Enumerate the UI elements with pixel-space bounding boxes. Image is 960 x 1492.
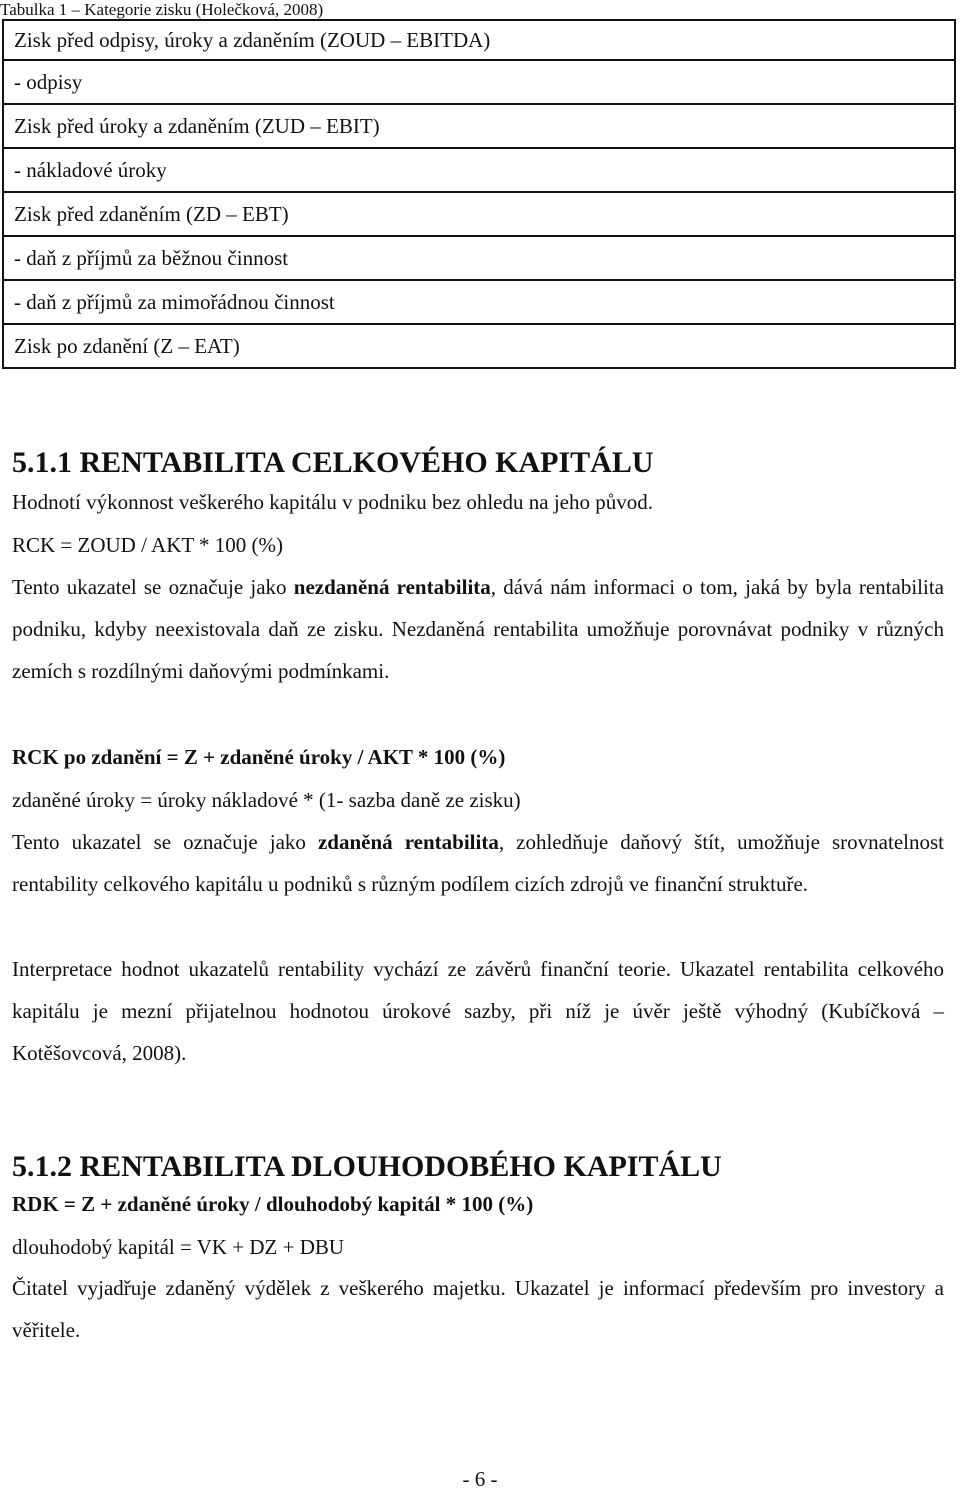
formula-long-term-capital: dlouhodobý kapitál = VK + DZ + DBU — [12, 1235, 345, 1259]
paragraph-text: Tento ukazatel se označuje jako — [12, 830, 318, 854]
paragraph-text: , dává nám informaci o tom, jaká by byla rentabilita podniku, kdyby neexistovala daň ze zisku. Nezdaněná rentabilita umožňuje porovnávat podniky v různých zemích s rozdílnými daňovými podmínkami. — [12, 575, 944, 683]
paragraph-numerator: Čitatel vyjadřuje zdaněný výdělek z veškerého majetku. Ukazatel je informací především pro investory a věřitele. — [12, 1276, 944, 1342]
table-row — [3, 20, 955, 60]
table-row — [3, 280, 955, 324]
paragraph-text: , zohledňuje daňový štít, umožňuje srovnatelnost rentability celkového kapitálu u podniků s různým podílem cizích zdrojů ve finanční struktuře. — [12, 830, 944, 896]
formula-rdk: RDK = Z + zdaněné úroky / dlouhodobý kapitál * 100 (%) — [12, 1192, 534, 1216]
page-number: - 6 - — [462, 1467, 498, 1491]
formula-rck: RCK = ZOUD / AKT * 100 (%) — [12, 533, 284, 557]
section-heading-5-1-1: 5.1.1 RENTABILITA CELKOVÉHO KAPITÁLU — [12, 446, 654, 479]
table-row — [3, 236, 955, 280]
section-intro: Hodnotí výkonnost veškerého kapitálu v podniku bez ohledu na jeho původ. — [12, 490, 653, 514]
table-cell: Zisk před úroky a zdaněním (ZUD – EBIT) — [3, 104, 955, 148]
table-row — [3, 324, 955, 368]
table-row — [3, 192, 955, 236]
table-cell: Zisk před zdaněním (ZD – EBT) — [3, 192, 955, 236]
formula-taxed-interest: zdaněné úroky = úroky nákladové * (1- sazba daně ze zisku) — [12, 788, 521, 812]
table-cell: - odpisy — [3, 60, 955, 104]
table-cell: - nákladové úroky — [3, 148, 955, 192]
table-cell: Zisk před odpisy, úroky a zdaněním (ZOUD – EBITDA) — [3, 20, 955, 60]
emphasis-term: zdaněná rentabilita — [317, 830, 499, 854]
table-row — [3, 60, 955, 104]
section-heading-5-1-2: 5.1.2 RENTABILITA DLOUHODOBÉHO KAPITÁLU — [12, 1150, 722, 1183]
emphasis-term: nezdaněná rentabilita — [293, 575, 491, 599]
table-row — [3, 148, 955, 192]
table-cell: - daň z příjmů za běžnou činnost — [3, 236, 955, 280]
formula-rck-after-tax: RCK po zdanění = Z + zdaněné úroky / AKT * 100 (%) — [12, 745, 506, 769]
table-row — [3, 104, 955, 148]
paragraph-interpretation: Interpretace hodnot ukazatelů rentability vychází ze závěrů finanční teorie. Ukazatel rentabilita celkového kapitálu je mezní přijatelnou hodnotou úrokové sazby, při níž je úvěr ještě výhodný (Kubíčková – Kotěšovcová, 2008). — [12, 957, 944, 1065]
paragraph-taxed-profitability — [12, 821, 944, 905]
table-cell: Zisk po zdanění (Z – EAT) — [3, 324, 955, 368]
paragraph-untaxed-profitability — [12, 566, 944, 692]
profit-categories-table — [2, 19, 956, 369]
table-caption: Tabulka 1 – Kategorie zisku (Holečková, 2008) — [0, 0, 324, 19]
table-cell: - daň z příjmů za mimořádnou činnost — [3, 280, 955, 324]
paragraph-text: Tento ukazatel se označuje jako — [12, 575, 294, 599]
